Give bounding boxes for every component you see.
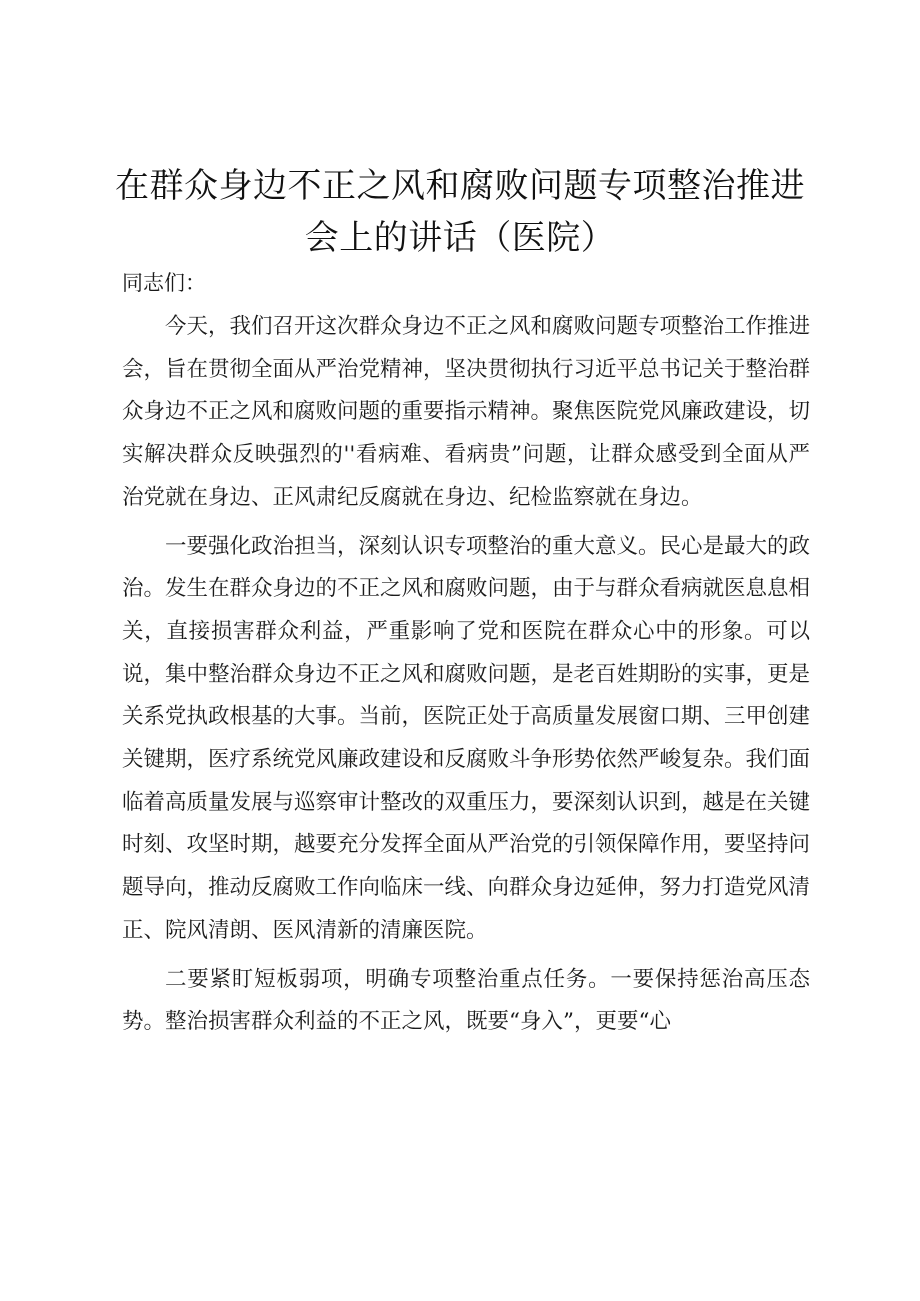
- paragraph-point-one: 一要强化政治担当，深刻认识专项整治的重大意义。民心是最大的政治。发生在群众身边的不正之风和腐败问题，由于与群众看病就医息息相关，直接损害群众利益，严重影响了党和医院在群众心中的形象。可以说，集中整治群众身边不正之风和腐败问题，是老百姓期盼的实事，更是关系党执政根基的大事。当前，医院正处于高质量发展窗口期、三甲创建关键期，医疗系统党风廉政建设和反腐败斗争形势依然严峻复杂。我们面临着高质量发展与巡察审计整改的双重压力，要深刻认识到，越是在关键时刻、攻坚时期，越要充分发挥全面从严治党的引领保障作用，要坚持问题导向，推动反腐败工作向临床一线、向群众身边延伸，努力打造党风清正、院风清朗、医风清新的清廉医院。: [122, 533, 811, 943]
- title-line-2: 会上的讲话（医院）: [304, 218, 616, 258]
- paragraph-point-two: 二要紧盯短板弱项，明确专项整治重点任务。一要保持惩治高压态势。整治损害群众利益的不正之风，既要“身入”，更要“心: [122, 966, 810, 1035]
- greeting: 同志们：: [122, 271, 206, 295]
- document-title: [110, 160, 810, 264]
- speech-body: [122, 306, 810, 1050]
- paragraph-intro: 今天，我们召开这次群众身边不正之风和腐败问题专项整治工作推进会，旨在贯彻全面从严治党精神，坚决贯彻执行习近平总书记关于整治群众身边不正之风和腐败问题的重要指示精神。聚焦医院党风廉政建设，切实解决群众反映强烈的''看病难、看病贵”问题，让群众感受到全面从严治党就在身边、正风肃纪反腐就在身边、纪检监察就在身边。: [122, 314, 811, 510]
- title-line-1: 在群众身边不正之风和腐败问题专项整治推进: [115, 166, 805, 206]
